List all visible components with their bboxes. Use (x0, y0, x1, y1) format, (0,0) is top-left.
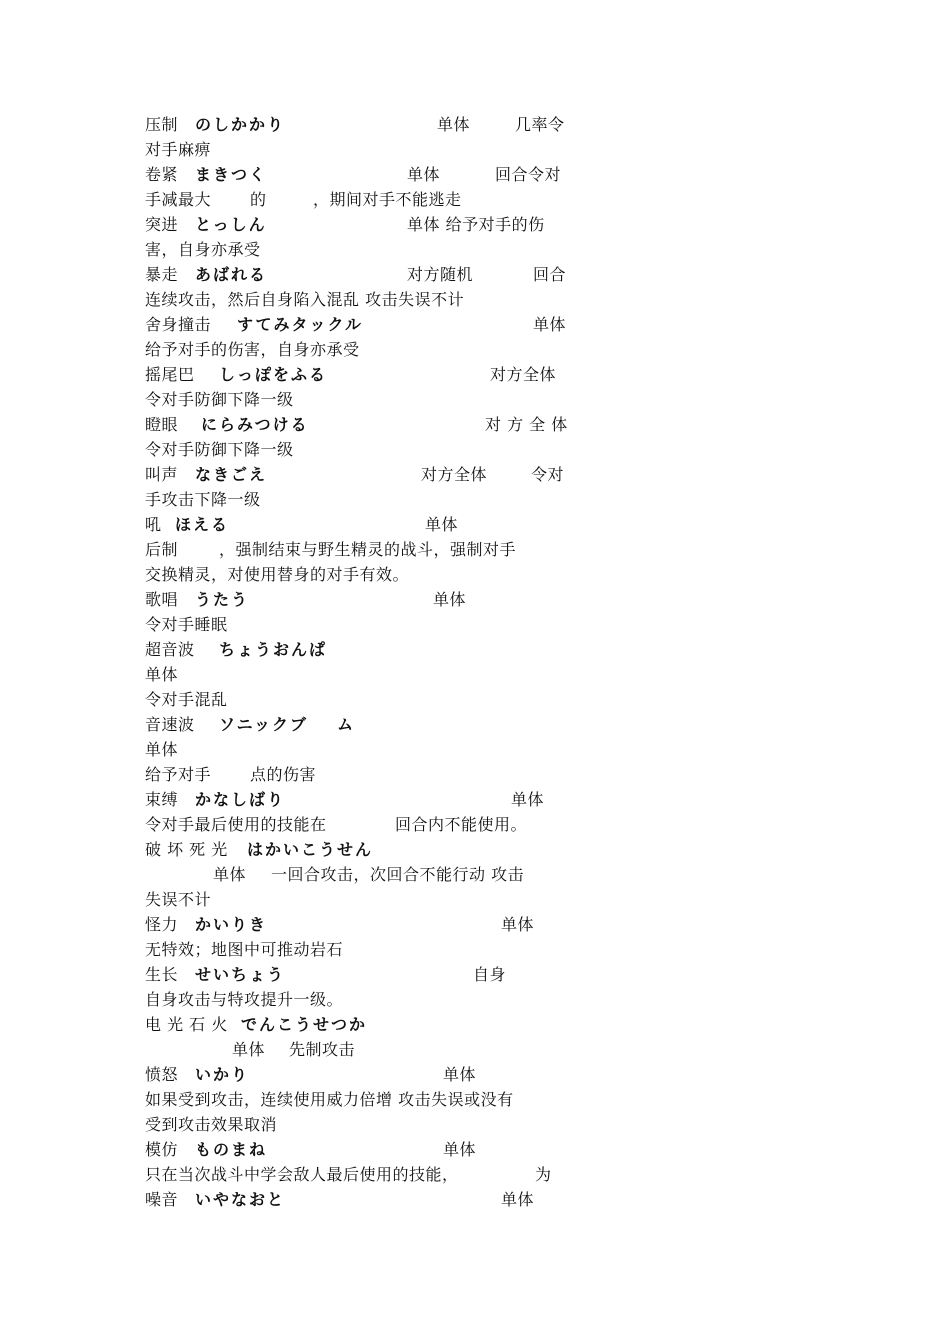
text-line (145, 263, 575, 287)
move-target: 单体 (533, 315, 567, 334)
move-name: 吼 (145, 515, 162, 534)
text-line (145, 338, 575, 362)
move-kana: ものまね (195, 1140, 268, 1159)
move-target: 单体 (443, 1140, 477, 1159)
move-effect: 手攻击下降一级 (145, 490, 261, 509)
move-target: 单体 (425, 515, 459, 534)
text-line (145, 988, 575, 1012)
move-target: 单体 给予对手的伤 (407, 215, 545, 234)
text-line (145, 363, 575, 387)
text-line (145, 1063, 575, 1087)
move-effect: 回合内不能使用。 (395, 815, 528, 834)
move-effect: 后制 (145, 540, 179, 559)
move-target: 单体 (145, 665, 179, 684)
move-effect: 点的伤害 (250, 765, 317, 784)
text-line (145, 913, 575, 937)
move-target: 单体 (433, 590, 467, 609)
text-line (145, 963, 575, 987)
text-line (145, 138, 575, 162)
move-target: 对 方 全 体 (485, 415, 568, 434)
move-effect: 回合 (533, 265, 567, 284)
text-line (145, 1163, 575, 1187)
move-name: 叫声 (145, 465, 179, 484)
move-name: 摇尾巴 (145, 365, 195, 384)
text-line (145, 738, 575, 762)
text-line (145, 188, 575, 212)
move-kana: ほえる (175, 515, 230, 534)
move-effect: 给予对手的伤害，自身亦承受 (145, 340, 360, 359)
move-effect: 令对手睡眠 (145, 615, 228, 634)
move-target: 单体 (443, 1065, 477, 1084)
text-line (145, 1188, 575, 1212)
move-effect: 失误不计 (145, 890, 212, 909)
move-effect: 如果受到攻击，连续使用威力倍增 攻击失误或没有 (145, 1090, 514, 1109)
move-effect: 的 (250, 190, 267, 209)
move-target: 单体 (511, 790, 545, 809)
move-kana: すてみタックル (237, 315, 364, 334)
text-line (145, 513, 575, 537)
move-name: 歌唱 (145, 590, 179, 609)
move-kana: ム (337, 715, 356, 734)
text-line (145, 313, 575, 337)
move-name: 暴走 (145, 265, 179, 284)
text-line (145, 588, 575, 612)
move-effect: 一回合攻击，次回合不能行动 攻击 (271, 865, 525, 884)
text-line (145, 388, 575, 412)
move-effect: 几率令 (515, 115, 565, 134)
move-name: 瞪眼 (145, 415, 179, 434)
move-name: 破 坏 死 光 (145, 840, 228, 859)
move-kana: しっぽをふる (219, 365, 328, 384)
move-effect: 令对 (531, 465, 565, 484)
move-effect: 手减最大 (145, 190, 212, 209)
move-kana: かなしばり (195, 790, 286, 809)
text-line (145, 1013, 575, 1037)
move-effect: ，期间对手不能逃走 (313, 190, 462, 209)
text-line (145, 438, 575, 462)
move-target: 对方随机 (407, 265, 474, 284)
move-target: 单体 (213, 865, 247, 884)
text-line (145, 413, 575, 437)
move-effect: 无特效；地图中可推动岩石 (145, 940, 344, 959)
text-line (145, 713, 575, 737)
move-name: 电 光 石 火 (145, 1015, 228, 1034)
move-effect: 自身攻击与特攻提升一级。 (145, 990, 344, 1009)
text-line (145, 213, 575, 237)
text-line (145, 1113, 575, 1137)
move-name: 舍身撞击 (145, 315, 212, 334)
move-effect: 连续攻击，然后自身陷入混乱 攻击失误不计 (145, 290, 465, 309)
text-line (145, 1038, 575, 1062)
text-line (145, 888, 575, 912)
text-line (145, 688, 575, 712)
move-kana: でんこうせつか (241, 1015, 368, 1034)
move-effect: ，强制结束与野生精灵的战斗，强制对手 (219, 540, 517, 559)
text-line (145, 463, 575, 487)
move-kana: はかいこうせん (247, 840, 374, 859)
move-kana: まきつく (195, 165, 268, 184)
move-kana: うたう (195, 590, 250, 609)
move-name: 音速波 (145, 715, 195, 734)
text-line (145, 813, 575, 837)
text-line (145, 763, 575, 787)
text-line (145, 163, 575, 187)
move-effect: 先制攻击 (289, 1040, 356, 1059)
move-name: 噪音 (145, 1190, 179, 1209)
move-effect: 为 (535, 1165, 552, 1184)
text-line (145, 113, 575, 137)
text-line (145, 288, 575, 312)
move-effect: 令对手最后使用的技能在 (145, 815, 327, 834)
move-effect: 给予对手 (145, 765, 212, 784)
move-name: 卷紧 (145, 165, 179, 184)
text-line (145, 638, 575, 662)
move-effect: 交换精灵，对使用替身的对手有效。 (145, 565, 410, 584)
move-target: 自身 (473, 965, 507, 984)
move-kana: かいりき (195, 915, 268, 934)
move-effect: 令对手混乱 (145, 690, 228, 709)
move-kana: ちょうおんぱ (219, 640, 328, 659)
move-target: 单体 (501, 915, 535, 934)
text-line (145, 613, 575, 637)
move-kana: とっしん (195, 215, 267, 234)
move-effect: 令对手防御下降一级 (145, 440, 294, 459)
move-target: 单体 (145, 740, 179, 759)
move-target: 单体 (407, 165, 441, 184)
text-line (145, 488, 575, 512)
move-name: 压制 (145, 115, 179, 134)
move-target: 对方全体 (490, 365, 557, 384)
move-effect: 受到攻击效果取消 (145, 1115, 278, 1134)
move-effect: 只在当次战斗中学会敌人最后使用的技能， (145, 1165, 459, 1184)
text-line (145, 238, 575, 262)
move-name: 束缚 (145, 790, 179, 809)
move-kana: なきごえ (195, 465, 268, 484)
move-name: 模仿 (145, 1140, 179, 1159)
move-kana: あばれる (195, 265, 268, 284)
text-line (145, 663, 575, 687)
move-effect: 回合令对 (495, 165, 562, 184)
move-kana: せいちょう (195, 965, 286, 984)
text-line (145, 863, 575, 887)
move-kana: ソニックブ (219, 715, 309, 734)
move-name: 愤怒 (145, 1065, 179, 1084)
text-line (145, 938, 575, 962)
move-kana: いかり (195, 1065, 250, 1084)
move-target: 对方全体 (421, 465, 488, 484)
move-effect: 令对手防御下降一级 (145, 390, 294, 409)
move-kana: いやなおと (195, 1190, 286, 1209)
move-effect: 害，自身亦承受 (145, 240, 261, 259)
move-name: 怪力 (145, 915, 179, 934)
move-name: 突进 (145, 215, 179, 234)
move-target: 单体 (232, 1040, 266, 1059)
text-line (145, 1088, 575, 1112)
move-kana: のしかかり (195, 115, 286, 134)
text-line (145, 838, 575, 862)
text-line (145, 788, 575, 812)
move-name: 超音波 (145, 640, 195, 659)
text-line (145, 563, 575, 587)
move-effect: 对手麻痹 (145, 140, 212, 159)
move-target: 单体 (437, 115, 471, 134)
text-line (145, 1138, 575, 1162)
move-target: 单体 (501, 1190, 535, 1209)
move-kana: にらみつける (201, 415, 309, 434)
text-line (145, 538, 575, 562)
move-name: 生长 (145, 965, 179, 984)
